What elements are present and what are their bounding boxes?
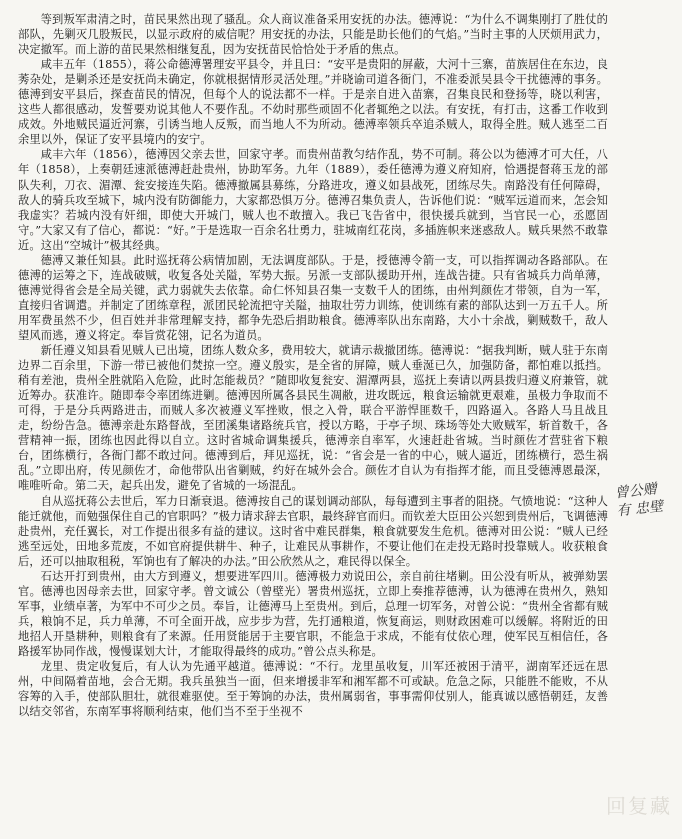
paragraph: 龙里、贵定收复后，有人认为先通平越道。德溥说：“不行。龙里虽收复，川军还被困于清平，湖南军还远在思州，中间隔着苗地，会合无期。我兵虽独当一面，但来增援非军和湘军都不可或缺。危急之际，只能胜不能败，不从容筹的入手，使部队胆壮，就很难驱使。至于筹饷的办法，贵州属弱省，事事需仰仗别人，能真诚以感悟朝廷，友善以结交邻省，东南军事将顺利结束，他们当不至于坐视不 [18,660,608,719]
paragraph: 石达开打到贵州，由大方到遵义，想要进军四川。德溥极力劝说田公，亲自前往堵剿。田公没有听从，被弹劾罢官。德溥也因母亲去世，回家守孝。曾文诚公（曾壁光）署贵州巡抚，立即上奏推荐德溥，认为德溥在贵州久，熟知军事，业绩卓著，为军中不可少之员。奉旨，让德溥马上至贵州。到后，总理一切军务，对曾公说：“贵州全省都有贼兵，粮饷不足，兵力单薄，不可全面开战，应步步为营，先打通粮道，恢复商运，则财政困难可以缓解。将附近的田地招人开垦耕种，则粮食有了来源。任用贤能居于主要官职，不能急于求成，不能有仗依心理，使军民互相信任，各路援军协同作战，慢慢谋划大计，才能取得最终的成功。”曾公点头称是。 [18,569,608,658]
paragraph: 等到叛军肃清之时，苗民果然出现了骚乱。众人商议准备采用安抚的办法。德溥说：“为什么不调集刚打了胜仗的部队，先剿灭几股叛民，以显示政府的威信呢？用安抚的办法，只能是助长他们的气焰。”当时主事的人厌烦用武力，决定撤军。而上游的苗民果然相继复乱，因为安抚苗民恰恰处于矛盾的焦点。 [18,13,608,57]
handwritten-margin-note: 曾公赠有 忠壁 [614,481,664,520]
document-page [18,12,608,834]
paragraph: 咸丰六年（1856），德溥因父亲去世，回家守孝。而贵州苗教匀结作乱，势不可制。蒋公以为德溥才可大任，八年（1858），上奏朝廷速派德溥赶赴贵州，协助军务。九年（1889），委任德溥为遵义府知府，恰遇提督蒋玉龙的部队失利，刀衣、湄潭、瓮安接连失陷。德溥撤属县募练，分路进攻，遵义如县战死，团练尽失。南路没有任何障碍，敌人的骑兵攻至城下，城内没有防御能力，大家都恐惧万分。德溥召集负责人，告诉他们说：“贼军远道而来，怎会知我虚实？若城内没有奸细，即使大开城门，贼人也不敢擅入。我已飞告省中，很快援兵就到，当官民一心，丞愿固守。”大家又有了信心，都说：“好。”于是选取一百余名壮勇力，驻城南红花岗，多插旌帜来迷惑敌人。贼兵果然不敢靠近。这出“空城计”极其经典。 [18,148,608,252]
paragraph: 新任遵义知县看见贼人已出境，团练人数众多，费用较大，就请示裁撤团练。德溥说：“据我判断，贼人驻于东南边界二百余里，下游一带已被他们焚掠一空。遵义殷实，是全省的屏障，贼人垂涎已久，加强防备，都怕难以抵挡。稍有差池，贵州全胜就陷入危险，此时怎能裁员？”随即收复瓮安、湄潭两县，巡抚上奏请以两县拨归遵义府兼管，就近筹办。获准许。随即奉令率团练进剿。德溥因所属各县民生凋敝，进攻既远，粮食运输就更艰难，虽极力争取而不可得，于是分兵两路进击，而贼人多次被遵义军挫败，恨之入骨，联合平游悍匪数千，四路逼入。各路人马且战且走，纷纷告急。德溥亲赴东路督战，至团溪集诸路统兵官，授以方略，于亭子坝、珠场等处大败贼军，斩首数千，各营精神一振，团练也因此得以自立。这时省城命调集援兵，德溥亲自率军，火速赶赴省城。当时颜佐才营驻省下粮台，团练横行，各衙门都不敢过问。德溥到后，拜见巡抚，说：“省会是一省的中心，贼人逼近，团练横行，恐生祸乱。”立即出府，传见颜佐才，命他带队出省剿贼，约好在城外会合。颜佐才自认为有指挥才能，而且受德溥恩最深，唯唯听命。第二天，起兵出发，避免了省城的一场混乱。 [18,344,608,493]
paragraph: 自从巡抚蒋公去世后，军力日渐衰退。德溥按自己的谋划调动部队，每每遭到主事者的阻挠。气愤地说：“这种人能迁就他，而勉强保住自己的官职吗？”极力请求辞去官职，最终辞官而归。而钦差大臣田公兴恕到贵州后，飞调德溥赴贵州，充任翼长，对工作提出很多有益的建议。这时省中难民群集，粮食就要发生危机。德溥对田公说：“贼人已经逃至远处，田地多荒废，不如官府提供耕牛、种子，让难民从事耕作，不要让他们在走投无路时投靠贼人。收获粮食后，还可以抽取租税，军饷也有了解决的办法。”田公欣然从之，难民得以保全。 [18,494,608,568]
paragraph: 德溥又兼任知县。此时巡抚蒋公病情加剧，无法调度部队。于是，授德溥令箭一支，可以指挥调动各路部队。在德溥的运筹之下，连战破贼，收复各处关隘，军势大振。另派一支部队援助开州，连战告捷。只有省城兵力尚单薄，德溥觉得省会是全局关键，武力弱就失去依靠。命仁怀知县召集一支数千人的团练，由州判颜佐才带领，自为一军，直接归省调遣。并制定了团练章程，派团民轮流把守关隘，抽取壮劳力训练，使训练有素的部队达到一万五千人。所用军费虽然不少，但百姓并非常理解支持，都争先恐后捐助粮食。德溥率队出东南路，大小十余战，剿贼数千，敌人望风而逃，遵义将定。奉旨赏花翎，记名为道员。 [18,253,608,342]
watermark-seal: 回复藏 [606,794,672,818]
paragraph: 咸丰五年（1855），蒋公命德溥署理安平县令，并且曰：“安平是贵阳的屏蔽，大河十三寨，苗族居住在东边，良莠杂处，是剿杀还是安抚尚未确定，你就根据情形灵活处理。”并晓谕司道各衙门，不准委派吴县令干扰德溥的事务。德溥到安平县后，探查苗民的情况，但每个人的说法都不一样。于是亲自进入苗寨，召集良民和登扬等，晓以利害，这些人都很感动，发誓要劝说其他人不要作乱。不幼时那些顽固不化者辄绝之以法。有安抚，有打击，这番工作收到成效。外地贼民逼近河寨，引诱当地人反叛，而当地人不为所动。德溥率领兵卒追杀贼人，取得全胜。贼人逃至二百余里以外，保证了安平县境内的安宁。 [18,58,608,147]
